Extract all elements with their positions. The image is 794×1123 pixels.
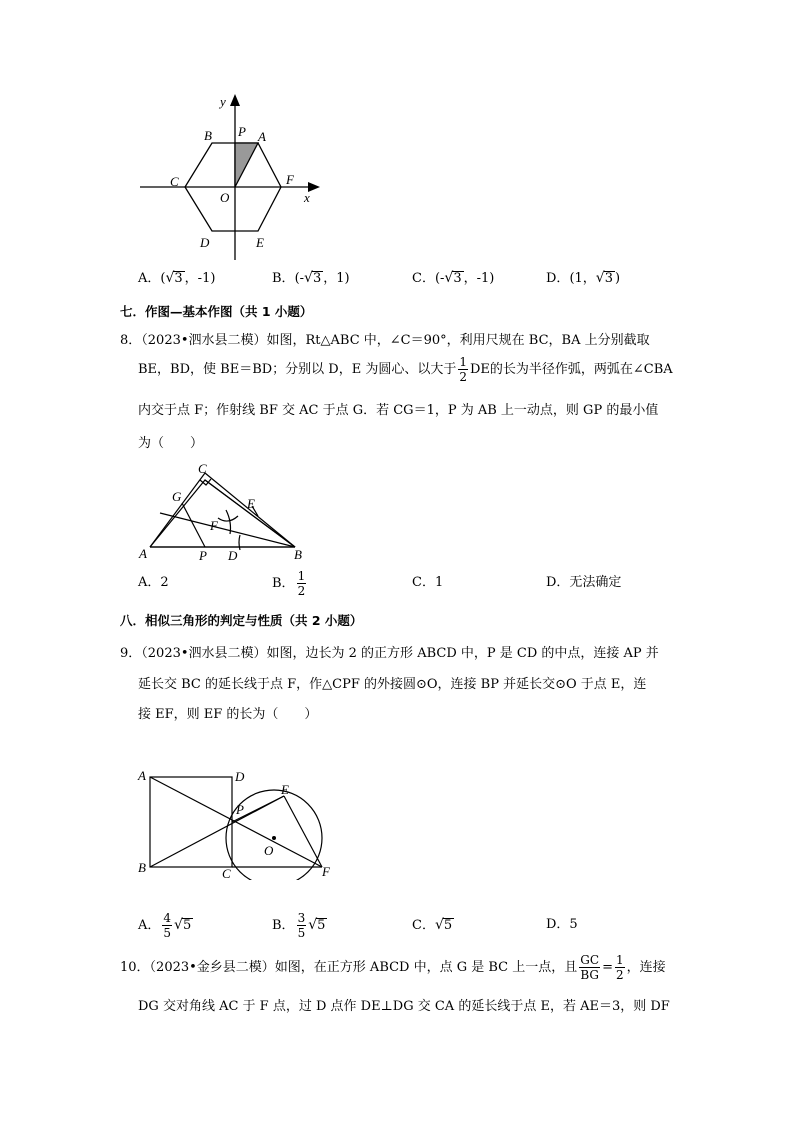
- section-title-8: 八．相似三角形的判定与性质（共 2 小题）: [120, 613, 363, 628]
- label-F: F: [210, 518, 218, 533]
- label-C: C: [222, 866, 231, 881]
- option-letter: A．: [138, 918, 161, 933]
- radicand: 3: [312, 271, 322, 286]
- q9-option-a[interactable]: [138, 912, 193, 939]
- label-y: y: [220, 94, 226, 109]
- fraction-numerator: GC: [580, 953, 600, 967]
- equals-sign: =: [602, 960, 613, 975]
- label-A: A: [258, 129, 266, 144]
- section-title-7: 七．作图—基本作图（共 1 小题）: [120, 304, 313, 319]
- label-P: P: [236, 802, 244, 817]
- option-open: (-: [294, 271, 305, 286]
- fraction-numerator: 1: [297, 569, 306, 583]
- label-P: P: [199, 548, 207, 563]
- option-open: (1，: [569, 271, 596, 286]
- q9-line-3: 接 EF，则 EF 的长为（ ）: [138, 707, 318, 722]
- fraction: [297, 912, 307, 939]
- fraction: [297, 570, 307, 597]
- fraction: [579, 954, 600, 981]
- sqrt-icon: √: [304, 270, 313, 286]
- fraction-denominator: 2: [459, 370, 467, 384]
- option-open: (: [160, 271, 166, 286]
- q8-line-3: 内交于点 F；作射线 BF 交 AC 于点 G．若 CG＝1，P 为 AB 上一动点，则 GP 的最小值: [138, 403, 659, 418]
- q8-line-2-part-a: BE，BD，使 BE＝BD；分别以 D，E 为圆心、以大于: [138, 362, 457, 377]
- fraction: [458, 356, 468, 383]
- fraction-denominator: BG: [580, 968, 599, 982]
- label-O: O: [264, 843, 274, 858]
- option-letter: A．: [138, 271, 161, 286]
- fraction-denominator: 5: [163, 926, 172, 940]
- label-G: G: [172, 489, 182, 504]
- radicand: 3: [174, 271, 183, 286]
- label-B: B: [294, 547, 302, 562]
- label-P: P: [238, 124, 246, 139]
- q8-option-c[interactable]: C．1: [412, 575, 444, 590]
- hexagon-figure: [130, 90, 330, 270]
- fraction-denominator: 5: [297, 926, 306, 940]
- fraction-numerator: 1: [459, 355, 467, 369]
- label-O: O: [220, 190, 230, 205]
- option-letter: B．: [272, 271, 295, 286]
- q9-option-c[interactable]: [412, 912, 454, 939]
- q9-line-2: 延长交 BC 的延长线于点 F，作△CPF 的外接圆⊙O，连接 BP 并延长交⊙O 于点 E，连: [138, 677, 647, 692]
- label-D: D: [200, 235, 210, 250]
- q10-line-1-part-a: 10．（2023•金乡县二模）如图，在正方形 ABCD 中，点 G 是 BC 上一点，且: [120, 960, 578, 975]
- q8-line-1: 8．（2023•泗水县二模）如图，Rt△ABC 中，∠C＝90°，利用尺规在 BC，BA 上分别截取: [120, 333, 650, 348]
- q10-line-2: DG 交对角线 AC 于 F 点，过 D 点作 DE⊥DG 交 CA 的延长线于点 E，若 AE＝3，则 DF: [138, 999, 670, 1014]
- fraction-denominator: 2: [615, 968, 624, 982]
- label-D: D: [235, 769, 245, 784]
- sqrt-icon: √: [444, 270, 454, 286]
- q7-option-a[interactable]: [138, 265, 215, 292]
- triangle-figure: [140, 460, 310, 560]
- label-E: E: [247, 496, 255, 511]
- q9-line-1: 9．（2023•泗水县二模）如图，边长为 2 的正方形 ABCD 中，P 是 CD 的中点，连接 AP 并: [120, 646, 659, 661]
- option-letter: D．: [546, 271, 570, 286]
- option-tail: ，-1): [184, 271, 216, 286]
- q9-option-b[interactable]: [272, 912, 327, 939]
- label-F: F: [286, 172, 294, 187]
- q8-option-a[interactable]: A．2: [138, 575, 169, 590]
- radicand: 5: [182, 918, 192, 933]
- option-letter: C．: [412, 271, 435, 286]
- fraction: [615, 954, 625, 981]
- radicand: 5: [317, 918, 326, 933]
- label-C: C: [198, 461, 207, 476]
- fraction-numerator: 4: [163, 911, 172, 925]
- radicand: 5: [443, 918, 453, 933]
- sqrt-icon: √: [165, 270, 175, 286]
- label-B: B: [138, 860, 146, 875]
- fraction-denominator: 2: [297, 584, 306, 598]
- label-x: x: [304, 190, 310, 205]
- q7-option-c[interactable]: [412, 265, 494, 292]
- sqrt-icon: √: [434, 917, 444, 933]
- radicand: 3: [604, 271, 613, 286]
- q8-line-2-part-b: DE的长为半径作弧，两弧在∠CBA: [470, 362, 673, 377]
- label-E: E: [281, 782, 289, 797]
- fraction: [162, 912, 172, 939]
- q8-option-b[interactable]: [272, 570, 308, 597]
- fraction-numerator: 3: [297, 911, 306, 925]
- q7-option-d[interactable]: [546, 265, 620, 292]
- q8-line-2: [138, 356, 673, 383]
- radicand: 3: [453, 271, 462, 286]
- q8-line-4: 为（ ）: [138, 436, 204, 451]
- label-F: F: [322, 864, 330, 879]
- option-tail: ，1): [323, 271, 350, 286]
- label-B: B: [204, 128, 212, 143]
- label-A: A: [139, 546, 147, 561]
- q9-option-d[interactable]: D．5: [546, 917, 578, 932]
- label-A: A: [138, 768, 146, 783]
- option-tail: ): [614, 271, 621, 286]
- label-C: C: [170, 174, 179, 189]
- label-D: D: [228, 548, 238, 563]
- q10-line-1: [120, 954, 666, 981]
- q10-line-1-part-b: ，连接: [626, 960, 666, 975]
- sqrt-icon: √: [308, 917, 318, 933]
- option-tail: ，-1): [463, 271, 495, 286]
- sqrt-icon: √: [174, 917, 183, 933]
- sqrt-icon: √: [595, 270, 605, 286]
- label-E: E: [256, 235, 264, 250]
- option-letter: C．: [412, 918, 435, 933]
- option-letter: B．: [272, 918, 295, 933]
- option-open: (-: [434, 271, 445, 286]
- q8-option-d[interactable]: D．无法确定: [546, 575, 622, 590]
- fraction-numerator: 1: [615, 953, 624, 967]
- option-letter: B．: [272, 576, 295, 591]
- q7-option-b[interactable]: [272, 265, 350, 292]
